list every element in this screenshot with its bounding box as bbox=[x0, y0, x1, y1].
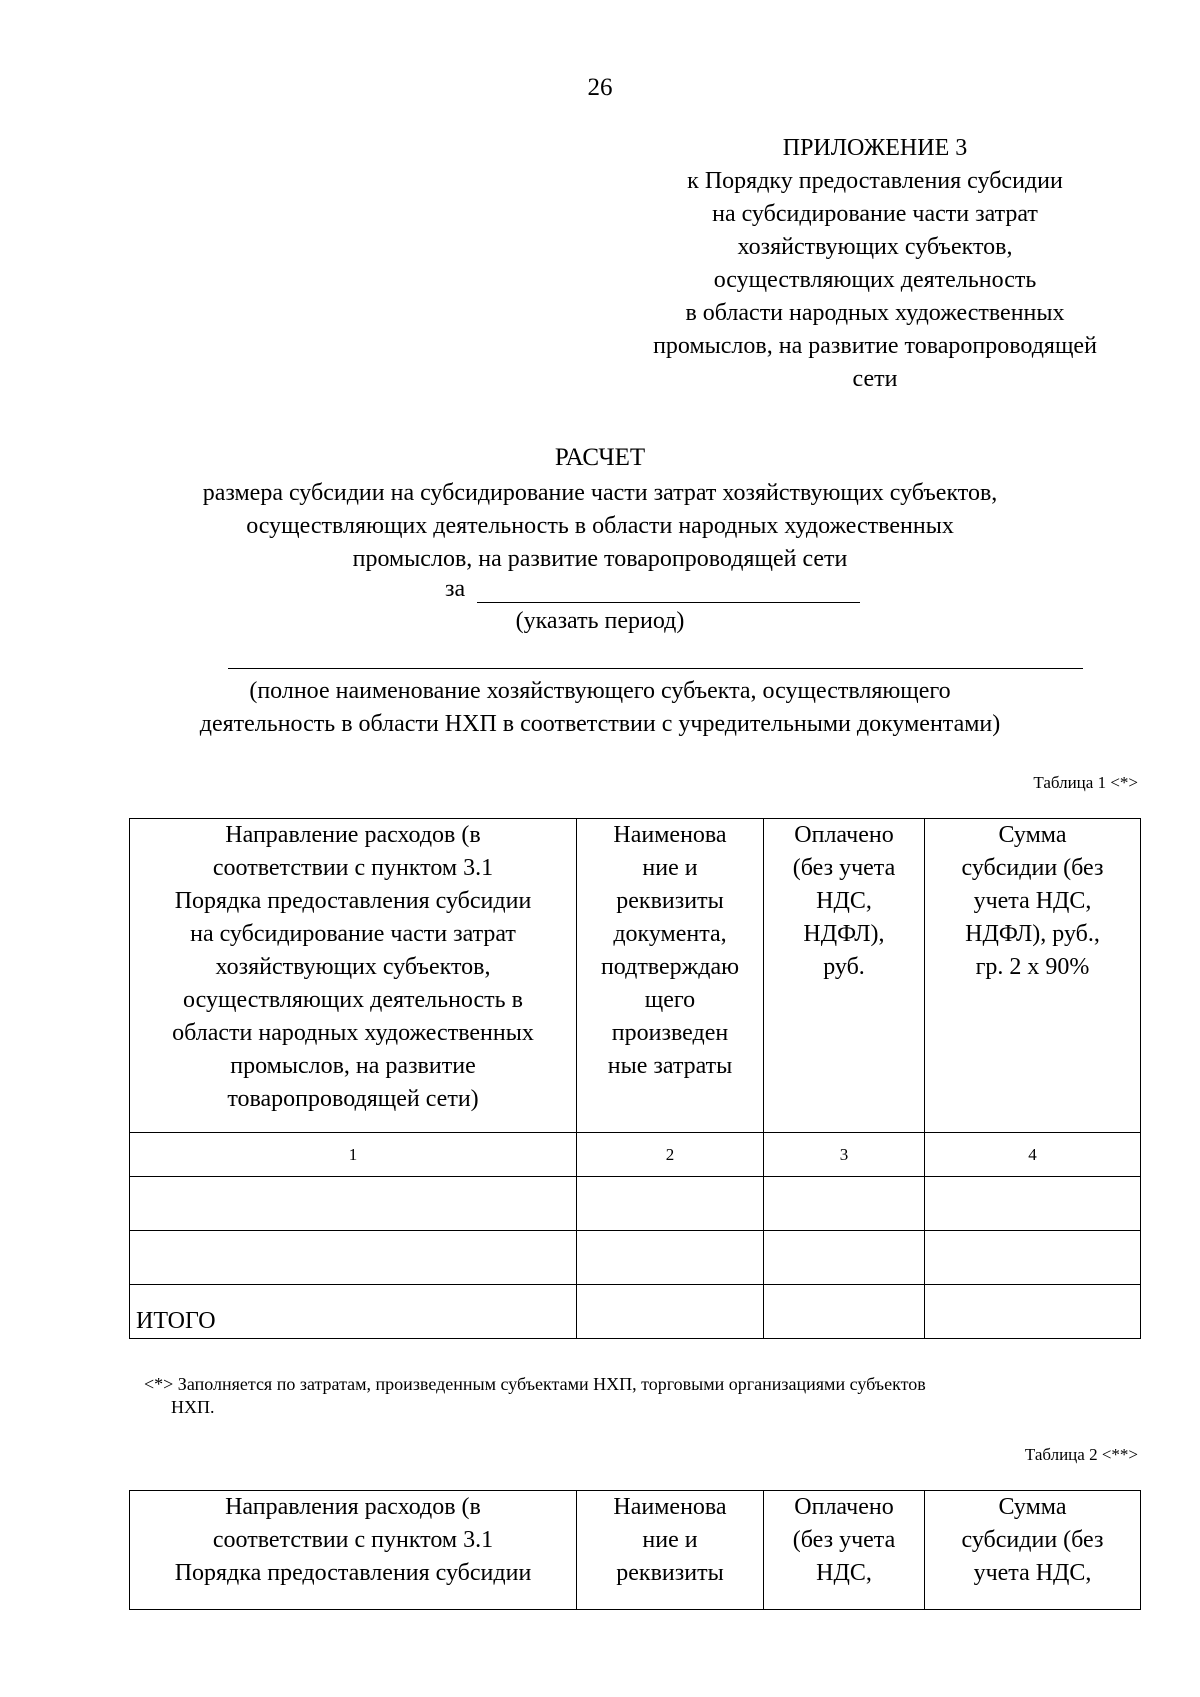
appendix-line: на субсидирование части затрат bbox=[712, 201, 1038, 227]
table2-caption: Таблица 2 <**> bbox=[1024, 1445, 1138, 1464]
table-cell[interactable] bbox=[764, 1285, 925, 1339]
table-row bbox=[130, 1177, 1141, 1231]
period-hint: (указать период) bbox=[515, 608, 685, 634]
entity-hint-line: деятельность в области НХП в соответствии с учредительными документами) bbox=[199, 711, 1001, 737]
table1-number-row bbox=[130, 1133, 1141, 1177]
subtitle-line: промыслов, на развитие товаропроводящей сети bbox=[352, 546, 848, 572]
table-cell[interactable] bbox=[925, 1285, 1141, 1339]
table1-caption: Таблица 1 <*> bbox=[1033, 773, 1138, 792]
table-cell[interactable] bbox=[925, 1231, 1141, 1285]
appendix-line: промыслов, на развитие товаропроводящей bbox=[653, 333, 1097, 359]
period-blank-line[interactable] bbox=[477, 578, 860, 603]
header-cell-document: Наименова ние и реквизиты bbox=[577, 1491, 764, 1610]
table-cell[interactable] bbox=[764, 1231, 925, 1285]
appendix-line: ПРИЛОЖЕНИЕ 3 bbox=[782, 135, 968, 161]
column-number: 2 bbox=[577, 1133, 764, 1177]
header-cell-paid: Оплачено (без учета НДС, bbox=[764, 1491, 925, 1610]
table-cell[interactable] bbox=[925, 1177, 1141, 1231]
header-cell-expense-direction: Направление расходов (в соответствии с пунктом 3.1 Порядка предоставления субсидии на субсидирование части затрат хозяйствующих субъектов, осуществляющих деятельность в области народных художественных промыслов, на развитие товаропроводящей сети) bbox=[130, 819, 577, 1133]
period-field bbox=[445, 576, 860, 603]
entity-hint bbox=[0, 675, 1200, 741]
appendix-line: к Порядку предоставления субсидии bbox=[687, 168, 1063, 194]
table-cell[interactable] bbox=[577, 1177, 764, 1231]
entity-blank-line[interactable] bbox=[228, 668, 1083, 669]
header-cell-subsidy-sum: Сумма субсидии (без учета НДС, НДФЛ), руб., гр. 2 х 90% bbox=[925, 819, 1141, 1133]
page-number: 26 bbox=[587, 74, 613, 101]
table-cell[interactable] bbox=[764, 1177, 925, 1231]
appendix-line: хозяйствующих субъектов, bbox=[737, 234, 1013, 260]
table1-footnote bbox=[144, 1373, 1134, 1419]
period-prefix: за bbox=[445, 576, 466, 602]
column-number: 4 bbox=[925, 1133, 1141, 1177]
appendix-line: в области народных художественных bbox=[685, 300, 1065, 326]
appendix-line: сети bbox=[852, 366, 898, 392]
appendix-header bbox=[595, 132, 1155, 396]
column-number: 1 bbox=[130, 1133, 577, 1177]
header-cell-document: Наименова ние и реквизиты документа, подтверждаю щего произведен ные затраты bbox=[577, 819, 764, 1133]
table2 bbox=[129, 1490, 1141, 1610]
subtitle-line: осуществляющих деятельность в области народных художественных bbox=[246, 513, 954, 539]
header-cell-paid: Оплачено (без учета НДС, НДФЛ), руб. bbox=[764, 819, 925, 1133]
header-cell-subsidy-sum: Сумма субсидии (без учета НДС, bbox=[925, 1491, 1141, 1610]
column-number: 3 bbox=[764, 1133, 925, 1177]
table-row bbox=[130, 1231, 1141, 1285]
table-cell[interactable] bbox=[577, 1285, 764, 1339]
footnote-line: НХП. bbox=[171, 1397, 215, 1417]
table-cell[interactable] bbox=[577, 1231, 764, 1285]
total-label: ИТОГО bbox=[130, 1285, 577, 1339]
table-cell[interactable] bbox=[130, 1231, 577, 1285]
document-title: РАСЧЕТ bbox=[554, 444, 646, 471]
header-cell-expense-direction: Направления расходов (в соответствии с пунктом 3.1 Порядка предоставления субсидии bbox=[130, 1491, 577, 1610]
footnote-line: <*> Заполняется по затратам, произведенным субъектами НХП, торговыми организациями субъектов bbox=[144, 1374, 926, 1394]
subtitle-line: размера субсидии на субсидирование части затрат хозяйствующих субъектов, bbox=[202, 480, 998, 506]
table-cell[interactable] bbox=[130, 1177, 577, 1231]
table2-header-row bbox=[130, 1491, 1141, 1610]
entity-hint-line: (полное наименование хозяйствующего субъекта, осуществляющего bbox=[249, 678, 951, 704]
table1 bbox=[129, 818, 1141, 1339]
table1-header-row bbox=[130, 819, 1141, 1133]
table1-total-row bbox=[130, 1285, 1141, 1339]
document-subtitle bbox=[0, 477, 1200, 576]
appendix-line: осуществляющих деятельность bbox=[713, 267, 1037, 293]
